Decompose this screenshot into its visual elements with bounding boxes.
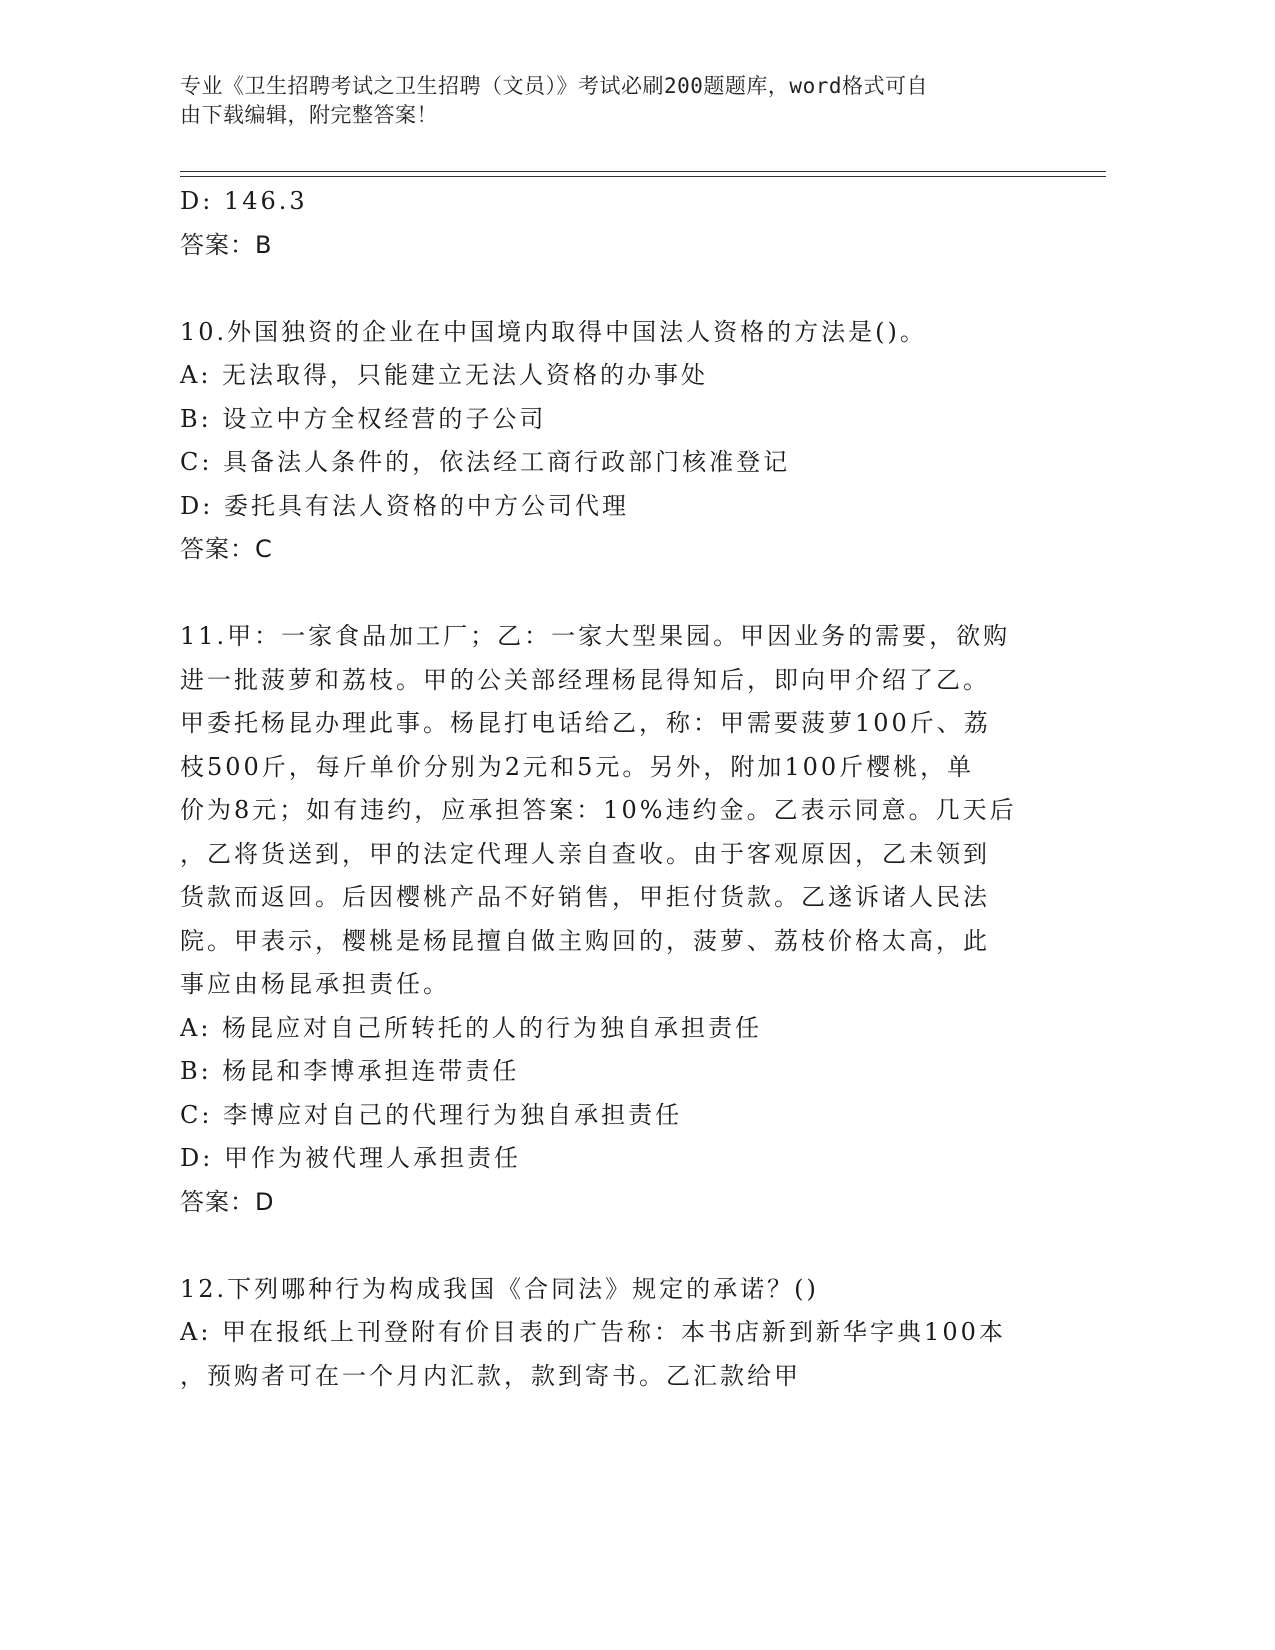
q11-stem-line: 事应由杨昆承担责任。 xyxy=(180,970,450,998)
question-12 xyxy=(180,1268,1040,1399)
q11-stem-line: ，乙将货送到，甲的法定代理人亲自查收。由于客观原因，乙未领到 xyxy=(180,839,990,868)
question-9-tail xyxy=(180,180,1040,267)
q12-option-a-line: ，预购者可在一个月内汇款，款到寄书。乙汇款给甲 xyxy=(180,1361,801,1390)
document-body xyxy=(180,180,1040,1398)
q11-option-d: D: 甲作为被代理人承担责任 xyxy=(180,1144,521,1172)
header-rule-top xyxy=(180,171,1106,172)
q11-option-b: B: 杨昆和李博承担连带责任 xyxy=(180,1057,520,1085)
q10-option-b: B: 设立中方全权经营的子公司 xyxy=(180,404,547,433)
q9-answer: 答案：B xyxy=(180,230,273,259)
q11-stem-line: 院。甲表示，樱桃是杨昆擅自做主购回的，菠萝、荔枝价格太高，此 xyxy=(180,926,990,955)
q12-stem: 12.下列哪种行为构成我国《合同法》规定的承诺？() xyxy=(180,1274,819,1303)
header-rule-bottom xyxy=(180,176,1106,177)
spacer xyxy=(180,267,1040,311)
page-header xyxy=(180,72,1040,130)
q11-stem-line: 11.甲：一家食品加工厂；乙：一家大型果园。甲因业务的需要，欲购 xyxy=(180,622,1011,650)
q10-option-a: A: 无法取得，只能建立无法人资格的办事处 xyxy=(180,361,709,389)
q11-stem-line: 枝500斤，每斤单价分别为2元和5元。另外，附加100斤樱桃，单 xyxy=(180,752,975,781)
q10-stem: 10.外国独资的企业在中国境内取得中国法人资格的方法是()。 xyxy=(180,317,927,346)
q11-stem-line: 进一批菠萝和荔枝。甲的公关部经理杨昆得知后，即向甲介绍了乙。 xyxy=(180,665,990,694)
q11-stem-line: 货款而返回。后因樱桃产品不好销售，甲拒付货款。乙遂诉诸人民法 xyxy=(180,883,990,911)
question-11 xyxy=(180,615,1040,1224)
q11-stem-line: 甲委托杨昆办理此事。杨昆打电话给乙，称：甲需要菠萝100斤、荔 xyxy=(180,709,991,737)
q12-option-a-line: A: 甲在报纸上刊登附有价目表的广告称：本书店新到新华字典100本 xyxy=(180,1318,1006,1346)
header-line-1: 专业《卫生招聘考试之卫生招聘（文员）》考试必刷200题题库，word格式可自 xyxy=(180,74,928,98)
q10-option-d: D: 委托具有法人资格的中方公司代理 xyxy=(180,491,629,520)
spacer xyxy=(180,1224,1040,1268)
q11-option-a: A: 杨昆应对自己所转托的人的行为独自承担责任 xyxy=(180,1013,763,1042)
q11-stem-line: 价为8元；如有违约，应承担答案：10%违约金。乙表示同意。几天后 xyxy=(180,796,1017,824)
q11-option-c: C: 李博应对自己的代理行为独自承担责任 xyxy=(180,1100,683,1129)
q10-answer: 答案：C xyxy=(180,535,273,563)
q10-option-c: C: 具备法人条件的，依法经工商行政部门核准登记 xyxy=(180,448,791,476)
q11-answer: 答案：D xyxy=(180,1187,275,1216)
q9-option-d: D: 146.3 xyxy=(180,187,308,215)
spacer xyxy=(180,572,1040,616)
header-line-2: 由下载编辑，附完整答案！ xyxy=(180,103,438,127)
question-10 xyxy=(180,311,1040,572)
